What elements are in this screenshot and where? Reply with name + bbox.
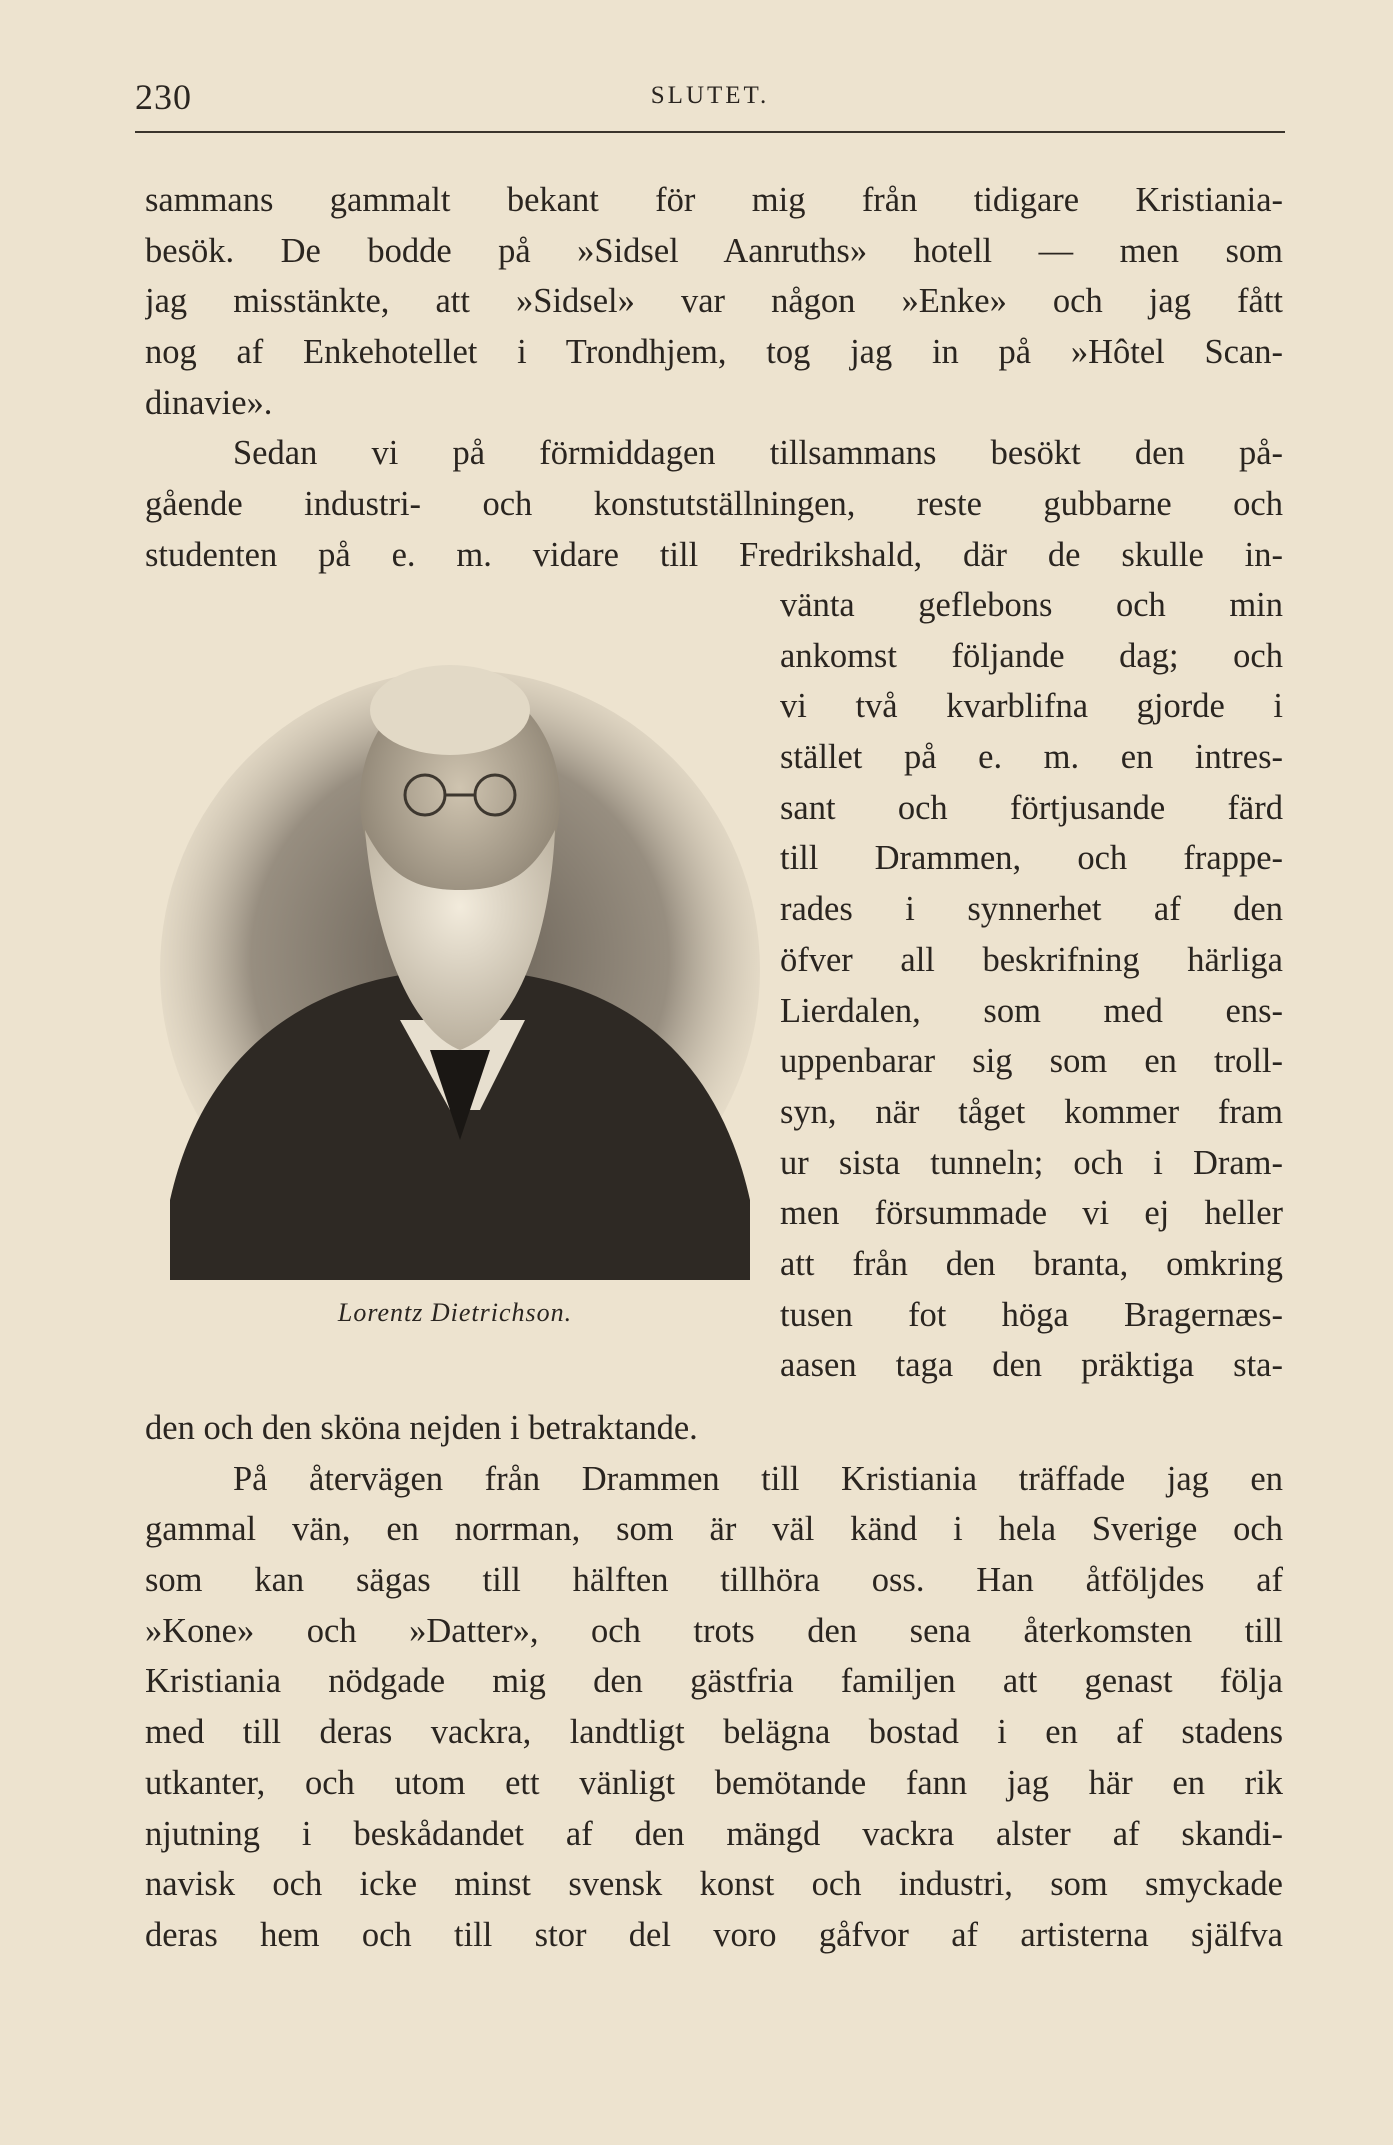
text-line: njutning i beskådandet af den mängd vackra alster af skandi- <box>145 1814 1283 1853</box>
text-line: tusen fot höga Bragernæs- <box>780 1295 1283 1334</box>
text-line: På återvägen från Drammen till Kristiania träffade jag en <box>233 1459 1283 1498</box>
page-header <box>135 76 1285 126</box>
text-line: som kan sägas till hälften tillhöra oss. Han åtföljdes af <box>145 1561 1283 1600</box>
paragraph-block-bottom <box>145 1403 1283 1961</box>
text-line: »Kone» och »Datter», och trots den sena återkomsten till <box>145 1611 1283 1650</box>
text-line: stället på e. m. en intres- <box>780 738 1283 777</box>
text-line: besök. De bodde på »Sidsel Aanruths» hotell — men som <box>145 231 1283 270</box>
text-line: nog af Enkehotellet i Trondhjem, tog jag in på »Hôtel Scan- <box>145 333 1283 372</box>
text-line: sant och förtjusande färd <box>780 788 1283 827</box>
text-line: ankomst följande dag; och <box>780 636 1283 675</box>
text-line: dinavie». <box>145 383 273 422</box>
text-line: med till deras vackra, landtligt belägna bostad i en af stadens <box>145 1713 1283 1752</box>
paragraph-block-top <box>145 175 1283 581</box>
text-line: den och den sköna nejden i betraktande. <box>145 1409 698 1447</box>
text-line: uppenbarar sig som en troll- <box>780 1042 1283 1081</box>
text-line: syn, när tåget kommer fram <box>780 1092 1283 1131</box>
running-head: SLUTET. <box>650 82 770 109</box>
text-line: att från den branta, omkring <box>780 1244 1283 1283</box>
text-line: Kristiania nödgade mig den gästfria familjen att genast följa <box>145 1662 1283 1701</box>
text-line: sammans gammalt bekant för mig från tidigare Kristiania- <box>145 181 1283 219</box>
text-line: vänta geflebons och min <box>780 586 1283 624</box>
text-line: vi två kvarblifna gjorde i <box>780 687 1283 726</box>
text-line: Sedan vi på förmiddagen tillsammans besökt den på- <box>233 434 1283 473</box>
text-line: ur sista tunneln; och i Dram- <box>780 1143 1283 1182</box>
text-line: rades i synnerhet af den <box>780 890 1283 929</box>
text-line: gående industri- och konstutställningen, reste gubbarne och <box>145 485 1283 524</box>
header-rule <box>135 131 1285 133</box>
portrait-caption: Lorentz Dietrichson. <box>337 1298 573 1327</box>
text-line: deras hem och till stor del voro gåfvor af artisterna själfva <box>145 1915 1283 1954</box>
text-line: aasen taga den präktiga sta- <box>780 1346 1283 1385</box>
text-line: jag misstänkte, att »Sidsel» var någon »Enke» och jag fått <box>145 282 1283 321</box>
portrait-illustration <box>150 640 760 1280</box>
text-line: men försummade vi ej heller <box>780 1194 1283 1233</box>
bald-crown <box>370 665 530 755</box>
text-line: öfver all beskrifning härliga <box>780 940 1283 979</box>
text-line: gammal vän, en norrman, som är väl känd i hela Sverige och <box>145 1510 1283 1549</box>
page-number: 230 <box>135 77 192 117</box>
text-line: till Drammen, och frappe- <box>780 839 1283 878</box>
text-line: utkanter, och utom ett vänligt bemötande fann jag här en rik <box>145 1763 1283 1802</box>
text-line: navisk och icke minst svensk konst och industri, som smyckade <box>145 1865 1283 1904</box>
text-line: studenten på e. m. vidare till Fredrikshald, där de skulle in- <box>145 535 1283 574</box>
wrapped-text-column <box>780 580 1283 1391</box>
text-line: Lierdalen, som med ens- <box>780 991 1283 1030</box>
